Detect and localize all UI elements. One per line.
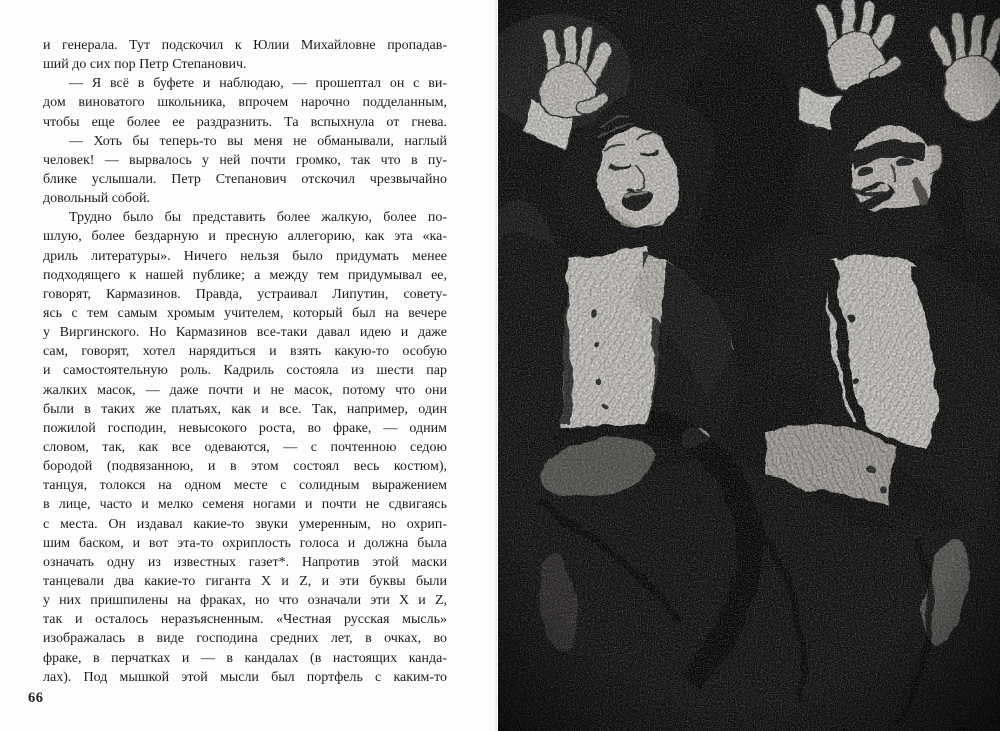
dancers-illustration — [498, 0, 1000, 731]
page-number: 66 — [28, 690, 44, 706]
text-line: блике услышали. Петр Степанович отскочил чрезвычайно — [43, 171, 447, 187]
text-line: Трудно было бы представить более жалкую, более по- — [69, 210, 447, 226]
text-line: лах). Под мышкой этой мысли был портфель с каким-то — [43, 669, 447, 685]
text-line: — Хоть бы теперь-то вы меня не обманывали, наглый — [69, 133, 447, 149]
text-line: изображалась в виде господина средних лет, в очках, во — [43, 631, 447, 647]
text-line: жалких масок, — даже почти и не масок, потому что они — [43, 382, 447, 398]
text-line: танцуя, толокся на одном месте с солидным выражением — [43, 478, 447, 494]
text-line: так и осталось неразъясненным. «Честная русская мысль» — [43, 612, 447, 628]
text-line: и самостоятельную роль. Кадриль состояла из шести пар — [43, 363, 447, 379]
page-gutter — [494, 0, 497, 731]
text-line: дриль литературы». Ничего нельзя было придумать менее — [43, 248, 447, 264]
text-line: подходящего к нашей публике; а между тем придумывал ее, — [43, 267, 447, 283]
text-line: ясь с тем самым хромым учителем, который был на вечере — [43, 305, 447, 321]
text-line: довольный собой. — [43, 191, 151, 207]
text-line: пожилой господин, невысокого роста, во фраке, — одним — [43, 420, 447, 436]
text-line: у них пришпилены на фраках, но что означали эти X и Z, — [43, 593, 447, 609]
text-line: чтобы еще более ее раздразнить. Та вспыхнула от гнева. — [43, 114, 447, 130]
text-line: были в таких же платьях, как и все. Так, например, один — [43, 401, 447, 417]
text-line: фраке, в перчатках и — в кандалах (в настоящих канда- — [43, 650, 447, 666]
text-line: шим баском, и вот эта-то охриплость голоса и должна была — [43, 535, 447, 551]
text-line: словом, так, как все одеваются, — с почтенною седою — [43, 439, 447, 455]
text-line: бородой (подвязанною, и в этом состоял весь костюм), — [43, 459, 447, 475]
illustration-plate — [498, 0, 1000, 731]
text-line: танцевали два какие-то гиганта X и Z, и эти буквы были — [43, 573, 447, 589]
text-line: означать одну из известных газет*. Напротив этой маски — [43, 554, 447, 570]
text-line: и генерала. Тут подскочил к Юлии Михайловне пропадав- — [43, 38, 447, 53]
text-line: — Я всё в буфете и наблюдаю, — прошептал он с ви- — [69, 76, 447, 92]
text-column — [43, 36, 447, 687]
text-line: ший до сих пор Петр Степанович. — [43, 57, 247, 73]
vignette — [498, 0, 1000, 731]
text-line: человек! — вырвалось у ней почти громко, так что в пу- — [43, 152, 447, 168]
text-line: сам, говорят, хотел нарядиться и взять какую-то особую — [43, 344, 447, 360]
text-line: в лице, часто и мелко семеня ногами и почти не сдвигаясь — [43, 497, 447, 513]
text-line: шлую, более бездарную и пресную аллегорию, как эта «ка- — [43, 229, 447, 245]
text-line: у Виргинского. Но Кармазинов все-таки давал идею и даже — [43, 325, 447, 341]
text-line: говорят, Кармазинов. Правда, устраивал Липутин, совету- — [43, 286, 447, 302]
text-line: дом виноватого школьника, впрочем нарочно подделанным, — [43, 95, 447, 111]
text-line: с места. Он издавал какие-то звуки умеренным, но охрип- — [43, 516, 447, 532]
